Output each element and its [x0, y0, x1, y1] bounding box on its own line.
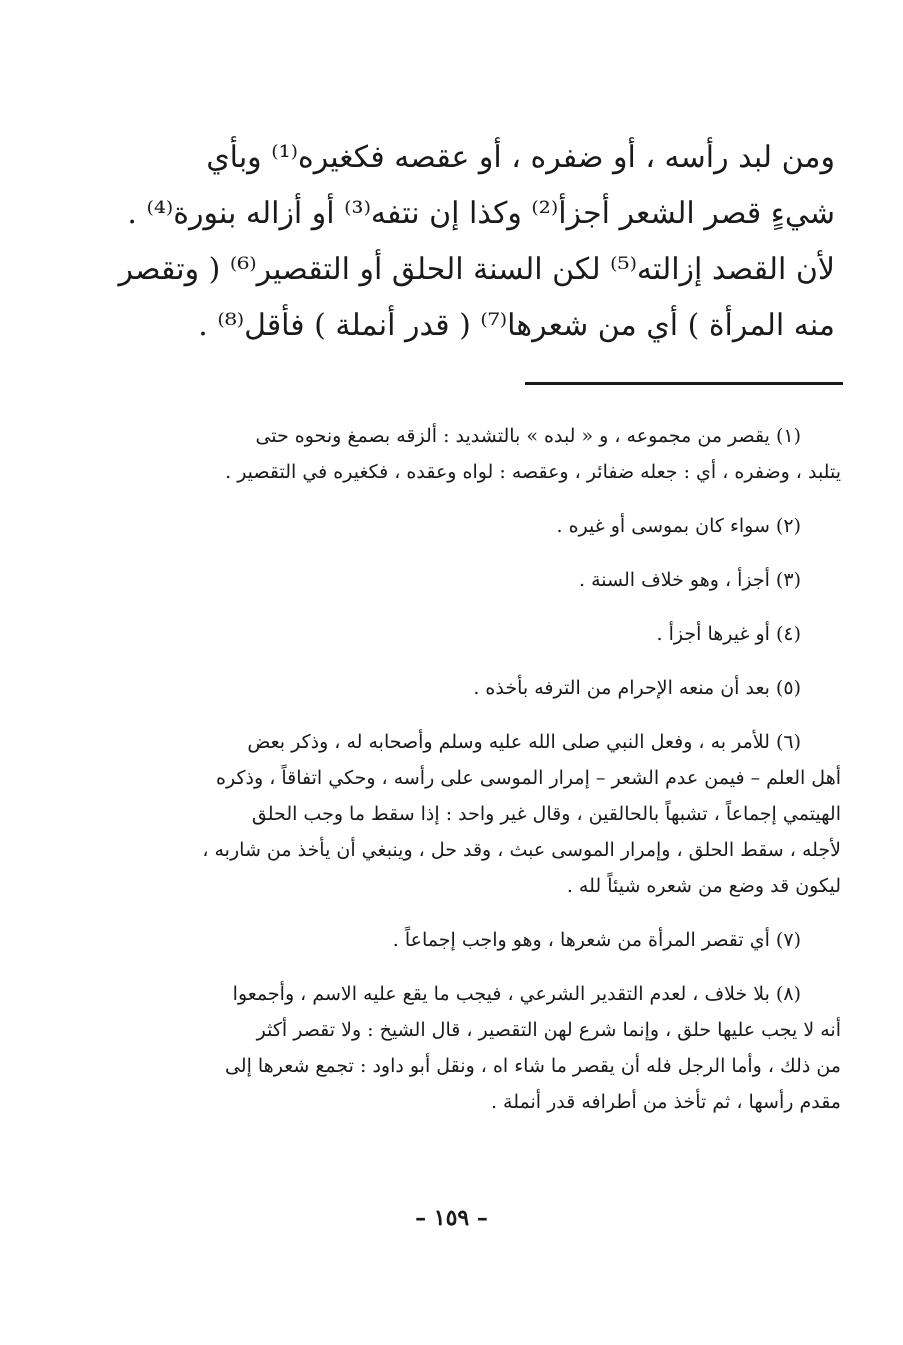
- footnote-line: (٣) أجزأ ، وهو خلاف السنة .: [579, 569, 801, 591]
- footnote-1: [108, 418, 841, 490]
- footnote-6: [108, 724, 841, 904]
- footnote-3: [108, 562, 841, 598]
- footnote-line: مقدم رأسها ، ثم تأخذ من أطرافه قدر أنملة .: [490, 1091, 841, 1113]
- footnote-line: (٦) للأمر به ، وفعل النبي صلى الله عليه وسلم وأصحابه له ، وذكر بعض: [247, 731, 801, 753]
- main-text-line: شيءٍ قصر الشعر أجزأ⁽²⁾ وكذا إن نتفه⁽³⁾ أو أزاله بنورة⁽⁴⁾ .: [127, 196, 835, 231]
- footnote-line: ليكون قد وضع من شعره شيئاً لله .: [566, 875, 841, 897]
- footnote-5: [108, 670, 841, 706]
- footnote-line: يتلبد ، وضفره ، أي : جعله ضفائر ، وعقصه : لواه وعقده ، فكغيره في التقصير .: [225, 461, 841, 483]
- main-text-line: ومن لبد رأسه ، أو ضفره ، أو عقصه فكغيره⁽¹⁾ وبأي: [206, 140, 835, 175]
- footnote-separator: [525, 382, 843, 385]
- main-text-line: منه المرأة ) أي من شعرها⁽⁷⁾ ( قدر أنملة ) فأقل⁽⁸⁾ .: [198, 308, 835, 343]
- footnote-4: [108, 616, 841, 652]
- footnote-line: (١) يقصر من مجموعه ، و « لبده » بالتشديد : ألزقه بصمغ ونحوه حتى: [255, 425, 801, 447]
- main-text-block: [110, 130, 835, 354]
- footnote-8: [108, 976, 841, 1120]
- footnote-line: (٨) بلا خلاف ، لعدم التقدير الشرعي ، فيجب ما يقع عليه الاسم ، وأجمعوا: [232, 983, 801, 1005]
- footnote-line: من ذلك ، وأما الرجل فله أن يقصر ما شاء اه ، ونقل أبو داود : تجمع شعرها إلى: [224, 1055, 841, 1077]
- footnote-line: (٥) بعد أن منعه الإحرام من الترفه بأخذه .: [473, 677, 801, 699]
- footnote-line: (٢) سواء كان بموسى أو غيره .: [556, 515, 801, 537]
- footnote-line: الهيتمي إجماعاً ، تشبهاً بالحالقين ، وقال غير واحد : إذا سقط ما وجب الحلق: [251, 803, 841, 825]
- footnote-line: أنه لا يجب عليها حلق ، وإنما شرع لهن التقصير ، قال الشيخ : ولا تقصر أكثر: [256, 1019, 841, 1041]
- footnote-line: (٧) أي تقصر المرأة من شعرها ، وهو واجب إجماعاً .: [392, 929, 801, 951]
- footnote-line: أهل العلم – فيمن عدم الشعر – إمرار الموسى على رأسه ، وحكي اتفاقاً ، وذكره: [216, 767, 841, 789]
- footnote-line: (٤) أو غيرها أجزأ .: [656, 623, 801, 645]
- footnote-2: [108, 508, 841, 544]
- footnotes-block: [108, 418, 841, 1138]
- page-number: – ١٥٩ –: [415, 1205, 488, 1231]
- main-text-line: لأن القصد إزالته⁽⁵⁾ لكن السنة الحلق أو التقصير⁽⁶⁾ ( وتقصر: [118, 252, 835, 287]
- footnote-line: لأجله ، سقط الحلق ، وإمرار الموسى عبث ، وقد حل ، وينبغي أن يأخذ من شاربه ،: [202, 839, 841, 861]
- footnote-7: [108, 922, 841, 958]
